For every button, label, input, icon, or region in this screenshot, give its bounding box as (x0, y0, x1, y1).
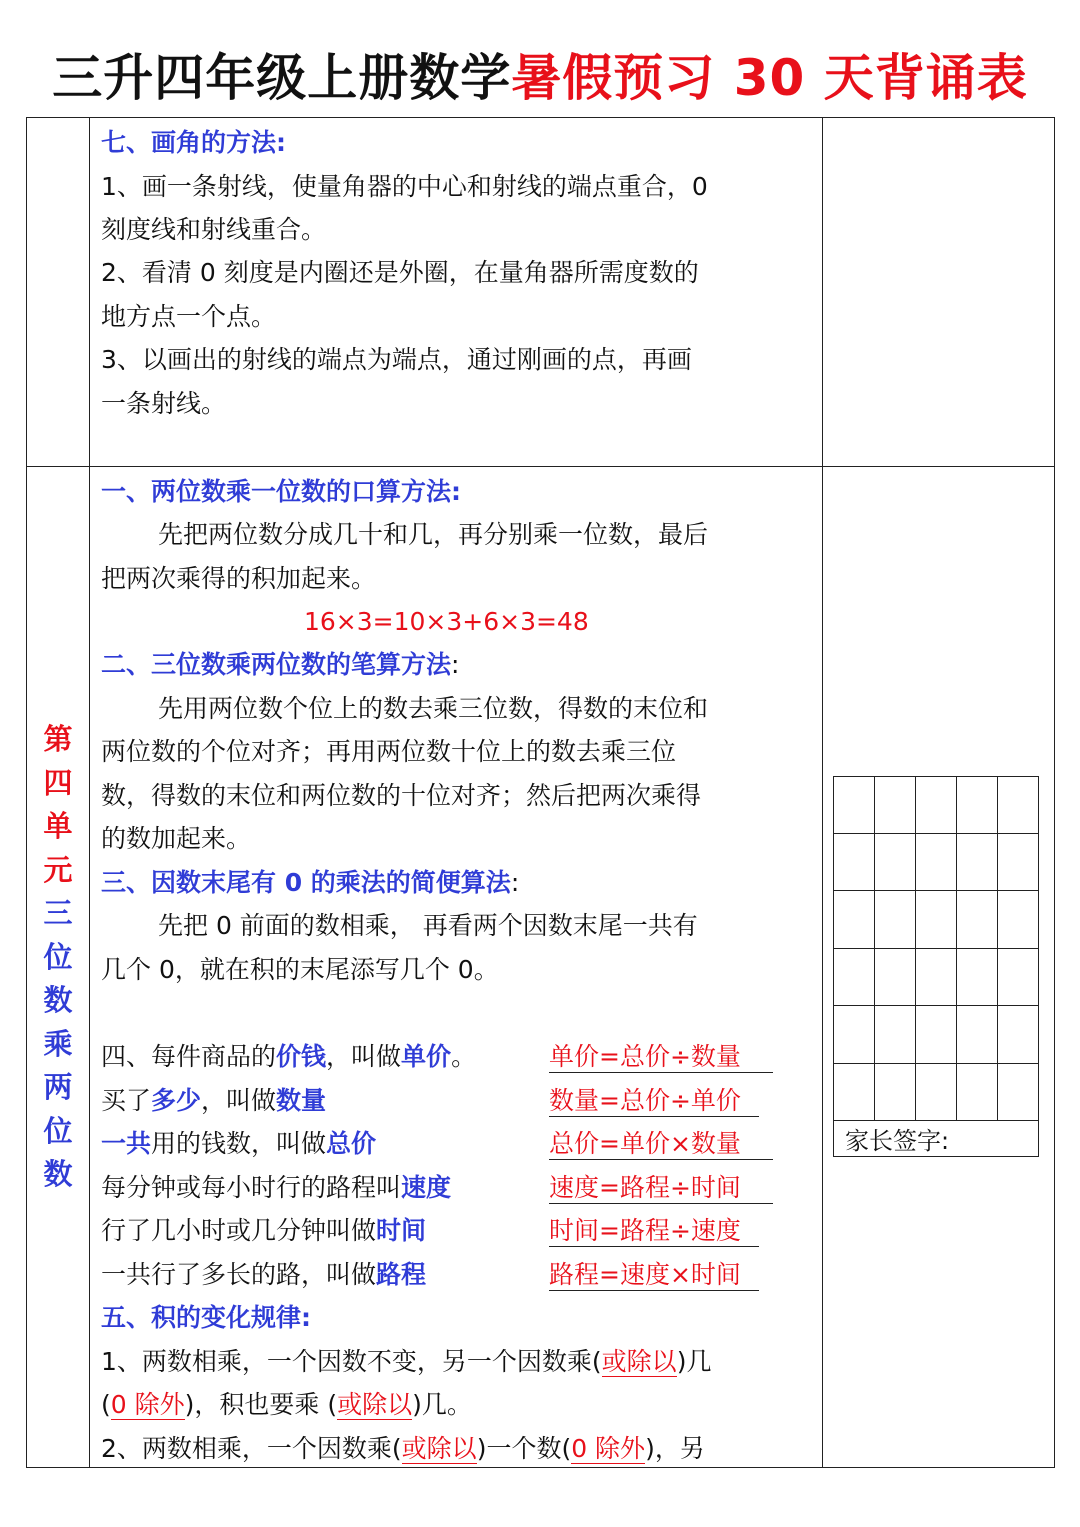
text-line: 地方点一个点。 (101, 302, 277, 331)
grid-cell[interactable] (875, 949, 916, 1006)
text-line: 1、画一条射线，使量角器的中心和射线的端点重合，0 (101, 172, 708, 201)
grid-cell[interactable] (957, 834, 998, 891)
col-divider-2 (822, 117, 823, 1468)
formula: 总价=单价×数量 (549, 1129, 773, 1160)
parent-signature-label: 家长签字: (845, 1127, 950, 1155)
formula: 路程=速度×时间 (549, 1260, 759, 1291)
text-line: 先把 0 前面的数相乘， 再看两个因数末尾一共有 (158, 911, 698, 940)
grid-cell[interactable] (998, 777, 1039, 834)
text-line: 两位数的个位对齐；再用两位数十位上的数去乘三位 (101, 737, 677, 766)
definition-row: 四、每件商品的价钱，叫做单价。 (101, 1042, 477, 1071)
text-line: 数，得数的末位和两位数的十位对齐；然后把两次乘得 (101, 781, 702, 810)
text-line: 先把两位数分成几十和几，再分别乘一位数，最后 (158, 520, 709, 549)
text-line: 2、看清 0 刻度是内圈还是外圈，在量角器所需度数的 (101, 258, 699, 287)
text-line: 一条射线。 (101, 389, 227, 418)
text-line: 几个 0，就在积的末尾添写几个 0。 (101, 955, 499, 984)
text-line: 把两次乘得的积加起来。 (101, 564, 377, 593)
grid-cell[interactable] (875, 777, 916, 834)
table-bottom-border (26, 1467, 1055, 1468)
grid-cell[interactable] (916, 834, 957, 891)
grid-cell[interactable] (875, 891, 916, 949)
grid-cell[interactable] (957, 777, 998, 834)
section2-heading: 二、三位数乘两位数的笔算方法: (101, 650, 460, 679)
grid-cell[interactable] (834, 949, 875, 1006)
grid-cell[interactable] (834, 1064, 875, 1121)
definition-row: 买了多少，叫做数量 (101, 1086, 327, 1115)
formula: 单价=总价÷数量 (549, 1042, 773, 1073)
grid-cell[interactable] (998, 891, 1039, 949)
section3-heading: 三、因数末尾有 0 的乘法的简便算法: (101, 868, 520, 897)
table-top-border (26, 117, 1055, 118)
definition-row: 一共行了多长的路，叫做路程 (101, 1260, 427, 1289)
grid-cell[interactable] (916, 1006, 957, 1064)
grid-cell[interactable] (998, 949, 1039, 1006)
page-title: 三升四年级上册数学暑假预习 30 天背诵表 (52, 49, 1028, 107)
checkin-grid (833, 776, 1039, 1157)
formula: 数量=总价÷单价 (549, 1086, 759, 1117)
grid-cell[interactable] (916, 1064, 957, 1121)
table-right-border (1054, 117, 1055, 1468)
row-divider (26, 466, 1055, 467)
formula: 速度=路程÷时间 (549, 1173, 773, 1204)
grid-cell[interactable] (957, 1006, 998, 1064)
definition-row: 每分钟或每小时行的路程叫速度 (101, 1173, 452, 1202)
definition-row: 行了几小时或几分钟叫做时间 (101, 1216, 427, 1245)
grid-cell[interactable] (875, 1006, 916, 1064)
grid-cell[interactable] (834, 777, 875, 834)
text-line: 3、以画出的射线的端点为端点，通过刚画的点，再画 (101, 345, 692, 374)
grid-cell[interactable] (998, 1064, 1039, 1121)
text-line: 刻度线和射线重合。 (101, 215, 327, 244)
grid-cell[interactable] (957, 891, 998, 949)
grid-cell[interactable] (916, 891, 957, 949)
grid-cell[interactable] (916, 949, 957, 1006)
grid-cell[interactable] (875, 834, 916, 891)
text-line: 的数加起来。 (101, 824, 252, 853)
formula: 时间=路程÷速度 (549, 1216, 759, 1247)
grid-cell[interactable] (834, 1006, 875, 1064)
text-line: 先用两位数个位上的数去乘三位数，得数的末位和 (158, 694, 709, 723)
grid-cell[interactable] (957, 1064, 998, 1121)
grid-cell[interactable] (834, 834, 875, 891)
section5-heading: 五、积的变化规律: (101, 1303, 311, 1332)
grid-cell[interactable] (957, 949, 998, 1006)
unit-label: 第 四 单 元 三 位 数 乘 两 位 数 (43, 722, 73, 1191)
definition-row: 一共用的钱数，叫做总价 (101, 1129, 377, 1158)
example-formula: 16×3=10×3+6×3=48 (304, 607, 589, 636)
grid-cell[interactable] (998, 834, 1039, 891)
grid-cell[interactable] (998, 1006, 1039, 1064)
text-line: 1、两数相乘，一个因数不变，另一个因数乘(或除以)几 (101, 1347, 712, 1376)
text-line: 2、两数相乘，一个因数乘(或除以)一个数(0 除外)，另 (101, 1434, 705, 1463)
section1-heading: 一、两位数乘一位数的口算方法: (101, 477, 461, 506)
grid-cell[interactable] (834, 891, 875, 949)
grid-cell[interactable] (916, 777, 957, 834)
text-line: (0 除外)，积也要乘 (或除以)几。 (101, 1390, 472, 1419)
grid-cell[interactable] (875, 1064, 916, 1121)
section7-heading: 七、画角的方法: (101, 128, 286, 157)
